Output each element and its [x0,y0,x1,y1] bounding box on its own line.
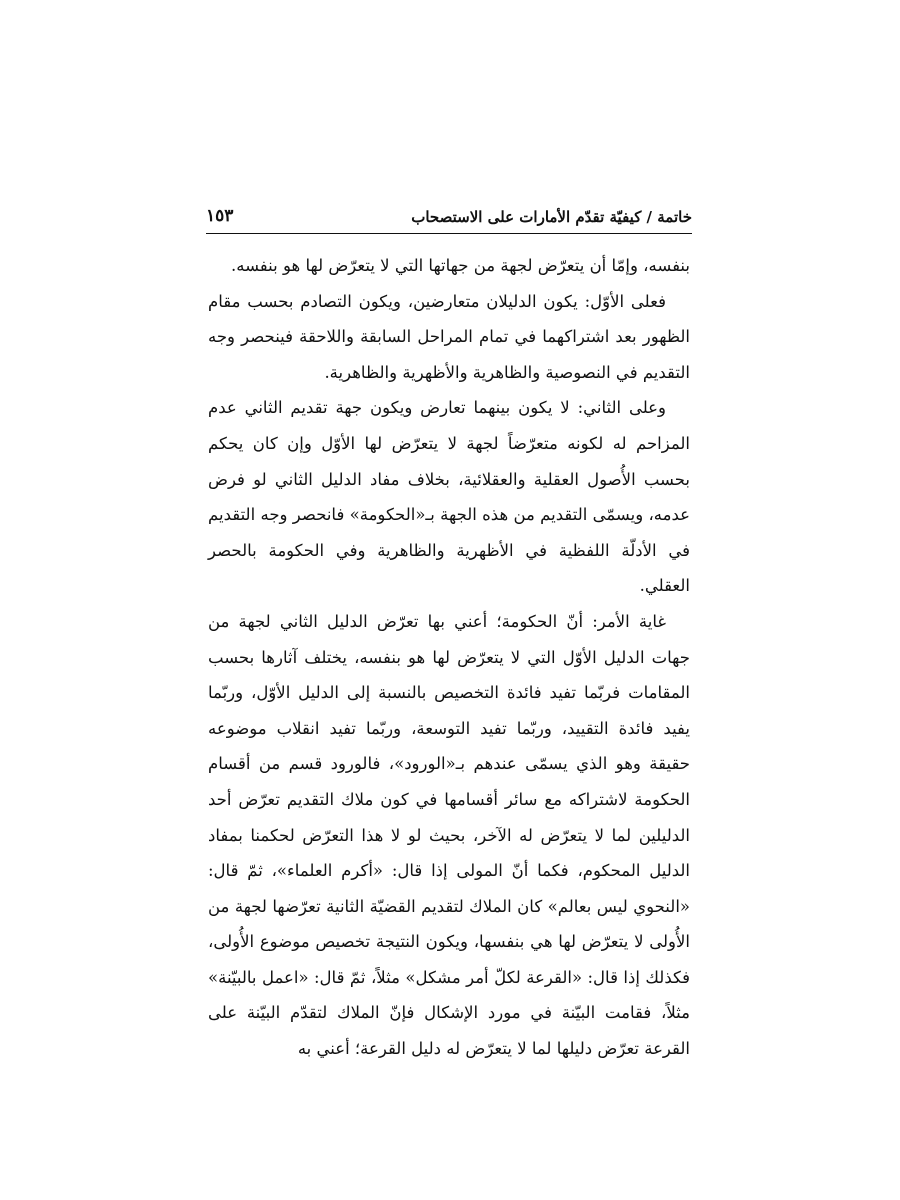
body-text [208,248,690,1067]
paragraph-continuation: بنفسه، وإمّا أن يتعرّض لجهة من جهاتها التي لا يتعرّض لها هو بنفسه. [231,256,690,275]
paragraph-conclusion: غاية الأمر: أنّ الحكومة؛ أعني بها تعرّض الدليل الثاني لجهة من جهات الدليل الأوّل التي لا يتعرّض لها هو بنفسه، يختلف آثارها بحسب المقامات فربّما تفيد فائدة التخصيص بالنسبة إلى الدليل الأوّل، وربّما يفيد فائدة التقييد، وربّما تفيد التوسعة، وربّما تفيد انقلاب موضوعه حقيقة وهو الذي يسمّى عندهم بـ«الورود»، فالورود قسم من أقسام الحكومة لاشتراكه مع سائر أقسامها في كون ملاك التقديم تعرّض أحد الدليلين لما لا يتعرّض له الآخر، بحيث لو لا هذا التعرّض لحكمنا بمفاد الدليل المحكوم، فكما أنّ المولى إذا قال: «أكرم العلماء»، ثمّ قال: «النحوي ليس بعالم» كان الملاك لتقديم القضيّة الثانية تعرّضها لجهة من الأُولى لا يتعرّض لها هي بنفسها، ويكون النتيجة تخصيص موضوع الأُولى، فكذلك إذا قال: «القرعة لكلّ أمر مشكل» مثلاً، ثمّ قال: «اعمل بالبيّنة» مثلاً، فقامت البيّنة في مورد الإشكال فإنّ الملاك لتقدّم البيّنة على القرعة تعرّض دليلها لما لا يتعرّض له دليل القرعة؛ أعني به [208,611,690,1059]
paragraph-second-case: وعلى الثاني: لا يكون بينهما تعارض ويكون جهة تقديم الثاني عدم المزاحم له لكونه متعرّضاً لجهة لا يتعرّض لها الأوّل وإن كان يحكم بحسب الأُصول العقلية والعقلائية، بخلاف مفاد الدليل الثاني لو فرض عدمه، ويسمّى التقديم من هذه الجهة بـ«الحكومة» فانحصر وجه التقديم في الأدلّة اللفظية في الأظهرية والظاهرية وفي الحكومة بالحصر العقلي. [208,398,690,596]
running-header [206,206,692,234]
header-divider [206,233,692,234]
page-number: ١٥٣ [206,206,234,226]
chapter-title: خاتمة / كيفيّة تقدّم الأمارات على الاستصحاب [411,208,692,226]
paragraph-first-case: فعلى الأوّل: يكون الدليلان متعارضين، ويكون التصادم بحسب مقام الظهور بعد اشتراكهما في تمام المراحل السابقة واللاحقة فينحصر وجه التقديم في النصوصية والظاهرية والأظهرية والظاهرية. [208,291,690,382]
